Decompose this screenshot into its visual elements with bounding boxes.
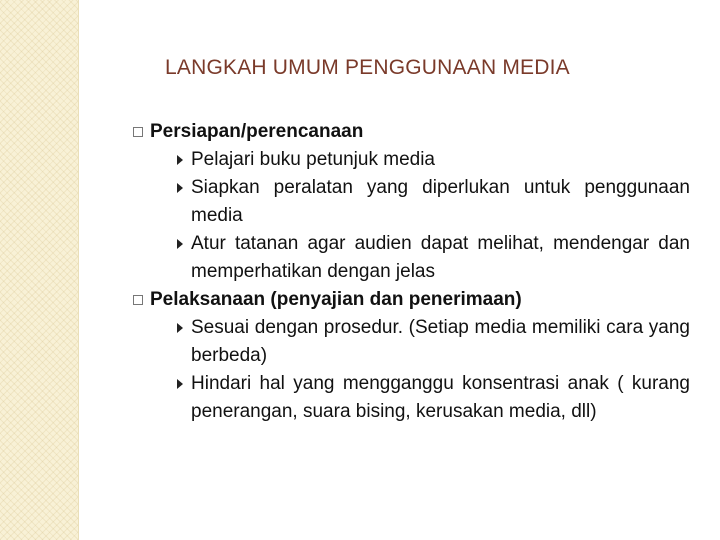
slide-title: LANGKAH UMUM PENGGUNAAN MEDIA bbox=[165, 56, 570, 79]
triangle-bullet-icon bbox=[177, 323, 183, 333]
square-bullet-icon bbox=[133, 127, 143, 137]
list-item-text: Pelajari buku petunjuk media bbox=[191, 149, 435, 170]
list-item bbox=[172, 174, 690, 230]
list-item-text: Atur tatanan agar audien dapat melihat, mendengar dan memperhatikan dengan jelas bbox=[191, 233, 690, 282]
list-item bbox=[172, 314, 690, 370]
list-item bbox=[172, 230, 690, 286]
square-bullet-icon bbox=[133, 295, 143, 305]
triangle-bullet-icon bbox=[177, 239, 183, 249]
section-heading-label: Persiapan/perencanaan bbox=[150, 121, 364, 142]
list-item-text: Sesuai dengan prosedur. (Setiap media memiliki cara yang berbeda) bbox=[191, 317, 690, 366]
section-heading-pelaksanaan bbox=[128, 286, 690, 314]
section-heading-label: Pelaksanaan (penyajian dan penerimaan) bbox=[150, 289, 522, 310]
triangle-bullet-icon bbox=[177, 379, 183, 389]
list-item-text: Siapkan peralatan yang diperlukan untuk penggunaan media bbox=[191, 177, 690, 226]
list-item-text: Hindari hal yang mengganggu konsentrasi anak ( kurang penerangan, suara bising, kerusakan media, dll) bbox=[191, 373, 690, 422]
slide-content bbox=[128, 118, 690, 426]
triangle-bullet-icon bbox=[177, 183, 183, 193]
list-item bbox=[172, 370, 690, 426]
section-heading-persiapan bbox=[128, 118, 690, 146]
list-item bbox=[172, 146, 690, 174]
decorative-side-band bbox=[0, 0, 79, 540]
triangle-bullet-icon bbox=[177, 155, 183, 165]
